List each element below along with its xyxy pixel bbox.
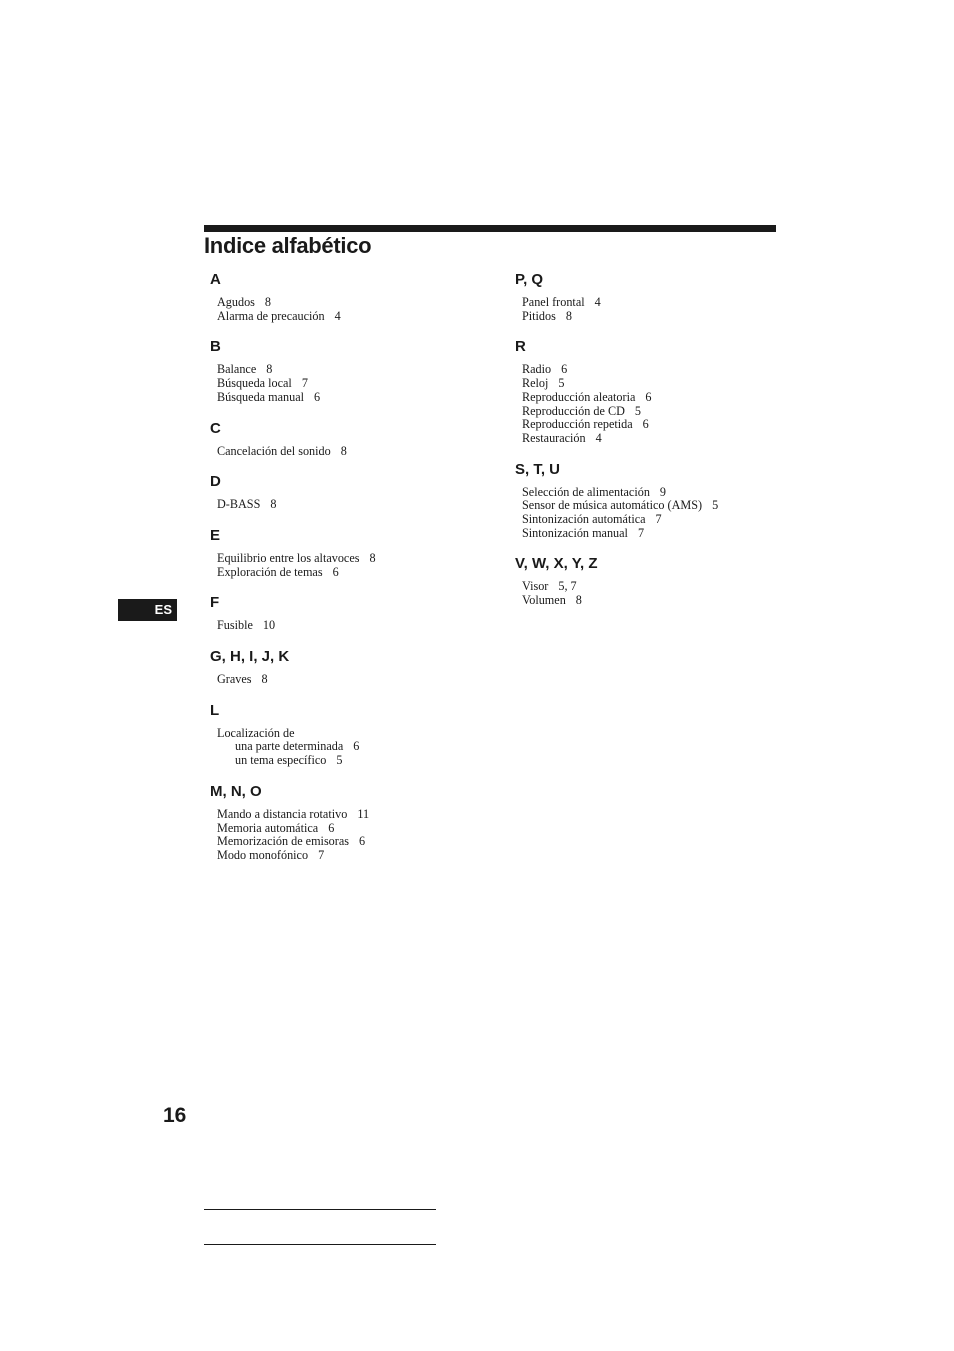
entry-list bbox=[217, 619, 510, 633]
entry-page-number: 8 bbox=[261, 672, 268, 687]
index-entry bbox=[217, 822, 510, 836]
entry-page-number: 7 bbox=[655, 512, 662, 527]
entry-page-number: 7 bbox=[318, 847, 325, 862]
index-entry bbox=[217, 310, 510, 324]
index-entry bbox=[217, 566, 510, 580]
section-heading: P, Q bbox=[515, 271, 544, 288]
index-entry bbox=[522, 486, 815, 500]
entry-text: Panel frontal bbox=[522, 295, 585, 309]
entry-list bbox=[217, 727, 510, 768]
index-section bbox=[210, 472, 510, 512]
entry-page-number: 6 bbox=[359, 834, 366, 849]
page-number: 16 bbox=[163, 1104, 187, 1127]
section-heading: S, T, U bbox=[515, 460, 561, 478]
index-entry bbox=[217, 391, 510, 405]
entry-text: Reloj bbox=[522, 376, 549, 391]
index-entry bbox=[217, 673, 510, 687]
index-entry bbox=[522, 391, 815, 405]
index-entry bbox=[217, 296, 510, 310]
entry-page-number: 7 bbox=[301, 376, 308, 391]
bottom-rule-2 bbox=[204, 1244, 436, 1245]
index-section bbox=[210, 647, 510, 687]
section-heading: R bbox=[515, 338, 526, 356]
entry-text: Alarma de precaución bbox=[217, 308, 325, 323]
entry-text: Equilibrio entre los altavoces bbox=[217, 550, 360, 565]
entry-text: Modo monofónico bbox=[217, 847, 309, 862]
entry-text: Volumen bbox=[522, 593, 566, 608]
entry-text: Graves bbox=[217, 672, 252, 687]
index-entry bbox=[522, 363, 815, 377]
entry-text: una parte determinada bbox=[235, 739, 344, 754]
index-entry bbox=[217, 498, 510, 512]
section-heading: B bbox=[210, 338, 221, 356]
index-section bbox=[210, 526, 510, 579]
entry-list bbox=[217, 498, 510, 512]
entry-text: Búsqueda manual bbox=[217, 389, 304, 404]
entry-text: Sintonización manual bbox=[522, 525, 628, 540]
entry-text: Visor bbox=[522, 579, 549, 594]
entry-page-number: 6 bbox=[561, 362, 568, 377]
index-entry bbox=[522, 377, 815, 391]
index-entry bbox=[217, 445, 510, 459]
entry-page-number: 10 bbox=[262, 618, 276, 633]
index-entry bbox=[522, 310, 815, 324]
entry-list bbox=[217, 296, 510, 323]
entry-text: Memoria automática bbox=[217, 820, 319, 835]
entry-text: Memorización de emisoras bbox=[217, 834, 349, 849]
entry-text: Radio bbox=[522, 362, 552, 377]
section-heading: E bbox=[210, 526, 221, 544]
entry-text: Selección de alimentación bbox=[522, 484, 650, 499]
index-entry bbox=[217, 740, 510, 754]
entry-page-number: 11 bbox=[357, 806, 370, 821]
entry-list bbox=[217, 552, 510, 579]
entry-text: Sensor de música automático (AMS) bbox=[522, 498, 703, 513]
index-entry bbox=[217, 808, 510, 822]
entry-text: Mando a distancia rotativo bbox=[217, 806, 348, 821]
index-entry bbox=[522, 527, 815, 541]
entry-page-number: 6 bbox=[332, 564, 339, 579]
index-section bbox=[210, 782, 510, 863]
index-entry bbox=[217, 849, 510, 863]
entry-page-number: 5 bbox=[558, 376, 565, 391]
entry-text: Reproducción aleatoria bbox=[522, 389, 636, 404]
entry-text: Agudos bbox=[217, 295, 255, 309]
entry-text: Búsqueda local bbox=[217, 376, 292, 391]
section-heading: L bbox=[210, 701, 220, 719]
language-tab: ES bbox=[118, 599, 177, 621]
entry-page-number: 9 bbox=[659, 484, 667, 499]
index-entry bbox=[217, 552, 510, 566]
index-entry bbox=[217, 754, 510, 768]
index-section bbox=[515, 554, 815, 607]
entry-list bbox=[522, 580, 815, 607]
section-heading: F bbox=[210, 594, 220, 612]
index-entry bbox=[217, 377, 510, 391]
page-title: Indice alfabético bbox=[204, 233, 372, 258]
entry-page-number: 8 bbox=[565, 308, 572, 323]
entry-page-number: 8 bbox=[369, 550, 376, 565]
index-section bbox=[210, 337, 510, 404]
index-entry bbox=[522, 432, 815, 446]
index-entry bbox=[217, 727, 510, 741]
entry-page-number: 5 bbox=[634, 403, 641, 418]
index-entry bbox=[522, 594, 815, 608]
entry-list bbox=[522, 486, 815, 541]
entry-text: Exploración de temas bbox=[217, 564, 323, 579]
entry-page-number: 8 bbox=[575, 593, 582, 608]
entry-list bbox=[217, 808, 510, 863]
bottom-rule-1 bbox=[204, 1209, 436, 1210]
section-heading: V, W, X, Y, Z bbox=[515, 555, 598, 573]
entry-text: Sintonización automática bbox=[522, 512, 646, 527]
index-section bbox=[515, 337, 815, 445]
section-heading: D bbox=[210, 473, 221, 491]
index-column-right bbox=[515, 270, 815, 622]
entry-page-number: 5, 7 bbox=[558, 579, 577, 594]
section-heading: M, N, O bbox=[210, 782, 262, 800]
entry-text: D-BASS bbox=[217, 497, 261, 512]
entry-text: Reproducción repetida bbox=[522, 417, 633, 432]
entry-text: un tema específico bbox=[235, 753, 327, 768]
entry-page-number: 6 bbox=[314, 389, 321, 404]
index-section bbox=[515, 270, 815, 323]
section-heading: C bbox=[210, 419, 221, 437]
top-rule bbox=[204, 225, 776, 232]
entry-page-number: 6 bbox=[642, 417, 649, 432]
entry-page-number: 8 bbox=[270, 497, 277, 512]
entry-list bbox=[522, 296, 815, 323]
entry-page-number: 8 bbox=[340, 443, 347, 458]
section-heading: G, H, I, J, K bbox=[210, 648, 290, 666]
entry-page-number: 5 bbox=[336, 753, 343, 768]
entry-text: Cancelación del sonido bbox=[217, 443, 331, 458]
entry-page-number: 7 bbox=[637, 525, 645, 540]
entry-list bbox=[217, 445, 510, 459]
entry-page-number: 8 bbox=[266, 362, 273, 377]
entry-text: Reproducción de CD bbox=[522, 403, 625, 418]
index-entry bbox=[217, 363, 510, 377]
entry-list bbox=[217, 363, 510, 404]
entry-page-number: 8 bbox=[264, 295, 272, 309]
entry-text: Pitidos bbox=[522, 308, 556, 323]
entry-page-number: 5 bbox=[712, 498, 719, 513]
entry-page-number: 6 bbox=[353, 739, 360, 754]
index-entry bbox=[522, 499, 815, 513]
index-entry bbox=[522, 405, 815, 419]
index-entry bbox=[522, 296, 815, 310]
entry-list bbox=[217, 673, 510, 687]
entry-page-number: 4 bbox=[594, 295, 601, 309]
section-heading: A bbox=[210, 271, 221, 288]
index-entry bbox=[522, 418, 815, 432]
entry-page-number: 6 bbox=[645, 389, 652, 404]
index-section bbox=[210, 593, 510, 633]
index-entry bbox=[217, 619, 510, 633]
index-section bbox=[210, 701, 510, 768]
index-entry bbox=[522, 580, 815, 594]
index-section bbox=[210, 419, 510, 459]
entry-text: Balance bbox=[217, 362, 257, 377]
entry-text: Localización de bbox=[217, 725, 295, 740]
entry-page-number: 4 bbox=[334, 308, 341, 323]
entry-page-number: 4 bbox=[595, 430, 602, 445]
index-section bbox=[515, 460, 815, 541]
index-section bbox=[210, 270, 510, 323]
index-column-left bbox=[210, 270, 510, 877]
entry-text: Fusible bbox=[217, 618, 253, 633]
index-entry bbox=[217, 835, 510, 849]
entry-list bbox=[522, 363, 815, 445]
entry-text: Restauración bbox=[522, 430, 586, 445]
entry-page-number: 6 bbox=[328, 820, 335, 835]
index-entry bbox=[522, 513, 815, 527]
